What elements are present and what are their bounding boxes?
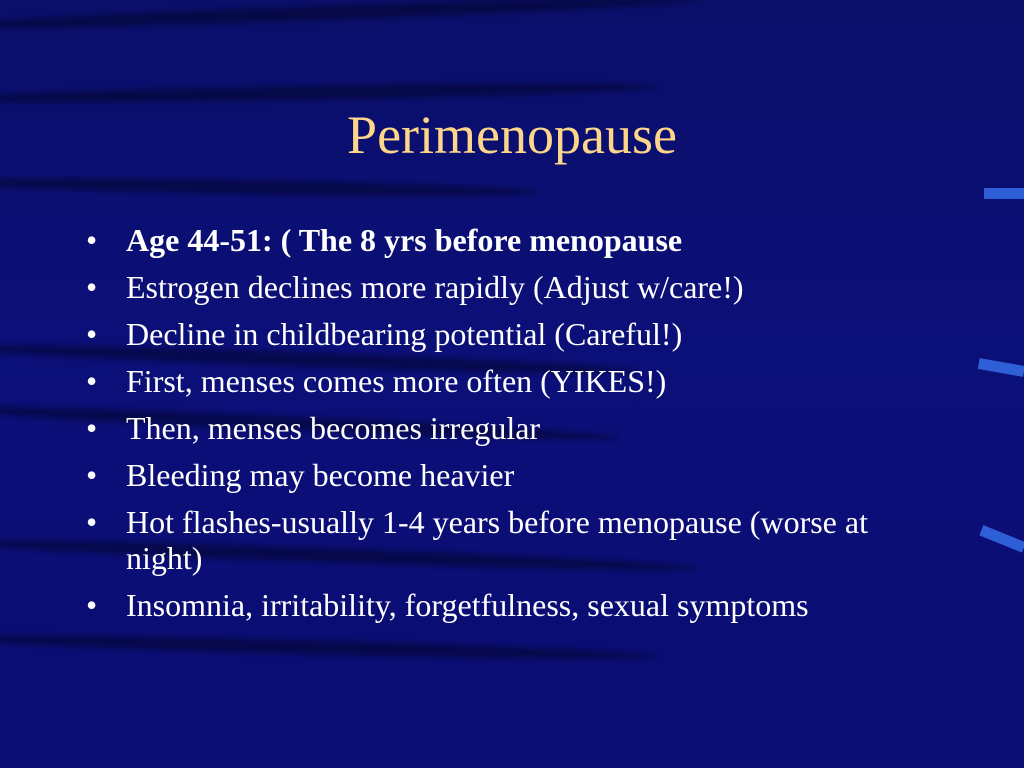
- bullet-text: First, menses comes more often (YIKES!): [126, 363, 667, 399]
- bullet-item: [86, 410, 926, 446]
- bullet-text: Then, menses becomes irregular: [126, 410, 541, 446]
- background-streak: [0, 631, 660, 664]
- bullet-item: [86, 457, 926, 493]
- bullet-item: [86, 363, 926, 399]
- accent-mark: [984, 188, 1024, 199]
- bullet-list: [86, 222, 926, 634]
- bullet-text: Bleeding may become heavier: [126, 457, 515, 493]
- slide-title: Perimenopause: [347, 105, 677, 165]
- bullet-icon: •: [86, 504, 98, 540]
- accent-mark: [979, 525, 1024, 552]
- bullet-icon: •: [86, 222, 98, 258]
- background-streak: [0, 175, 540, 199]
- bullet-icon: •: [86, 269, 98, 305]
- background-streak: [0, 0, 700, 33]
- bullet-icon: •: [86, 316, 98, 352]
- bullet-icon: •: [86, 410, 98, 446]
- bullet-icon: •: [86, 587, 98, 623]
- bullet-text: Decline in childbearing potential (Careful!): [126, 316, 683, 352]
- bullet-text: Hot flashes-usually 1-4 years before menopause (worse at night): [126, 504, 868, 576]
- bullet-icon: •: [86, 363, 98, 399]
- bullet-item: [86, 316, 926, 352]
- bullet-item: [86, 504, 926, 576]
- accent-mark: [978, 358, 1024, 377]
- bullet-text: Age 44-51: ( The 8 yrs before menopause: [126, 222, 683, 258]
- bullet-item: [86, 222, 926, 258]
- bullet-item: [86, 269, 926, 305]
- bullet-item: [86, 587, 926, 623]
- bullet-text: Insomnia, irritability, forgetfulness, sexual symptoms: [126, 587, 809, 623]
- bullet-text: Estrogen declines more rapidly (Adjust w/care!): [126, 269, 744, 305]
- bullet-icon: •: [86, 457, 98, 493]
